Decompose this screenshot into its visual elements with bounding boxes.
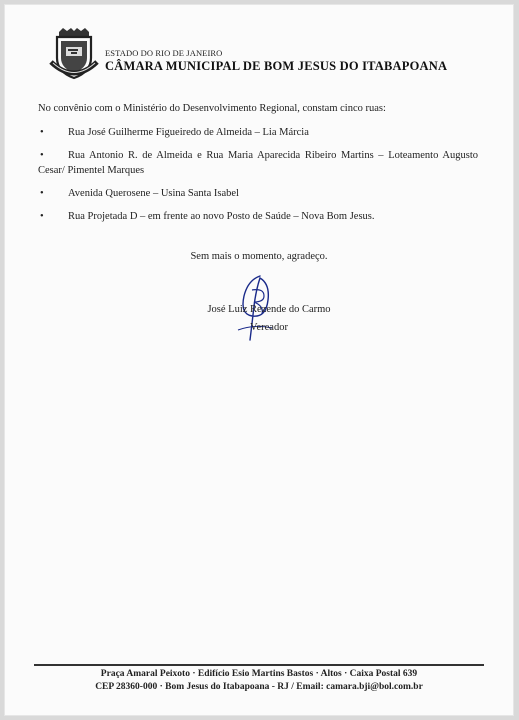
bullet: • [40,211,44,222]
bullet: • [40,127,44,138]
list-item-text: Rua José Guilherme Figueiredo de Almeida – Lia Márcia [68,127,309,138]
closing-line: Sem mais o momento, agradeço. [190,251,328,262]
municipal-crest-icon [49,28,99,80]
list-item-text: Rua Antonio R. de Almeida e Rua Maria Aparecida Ribeiro Martins – Loteamento Augusto Cesar/ Pimentel Marques [38,150,478,176]
bullet: • [40,188,44,199]
list-item [38,125,478,140]
list-item [38,186,478,201]
chamber-heading: CÂMARA MUNICIPAL DE BOM JESUS DO ITABAPOANA [105,59,448,73]
letter-body [38,101,478,232]
list-item-text: Avenida Querosene – Usina Santa Isabel [68,188,239,199]
footer-address: Praça Amaral Peixoto · Edifício Esio Martins Bastos · Altos · Caixa Postal 639 [100,669,418,679]
bullet: • [40,150,44,161]
signatory-role: Vereador [250,322,288,333]
signatory-name: José Luiz Rezende do Carmo [207,304,331,315]
list-item-text: Rua Projetada D – em frente ao novo Posto de Saúde – Nova Bom Jesus. [68,211,375,222]
document-page [4,4,514,716]
list-item [38,209,478,224]
list-item [38,148,478,178]
footer-contact: CEP 28360-000 · Bom Jesus do Itabapoana - RJ / Email: camara.bji@bol.com.br [95,682,423,692]
intro-paragraph: No convênio com o Ministério do Desenvolvimento Regional, constam cinco ruas: [38,103,386,114]
state-heading: ESTADO DO RIO DE JANEIRO [105,48,223,58]
footer-divider [34,664,484,666]
